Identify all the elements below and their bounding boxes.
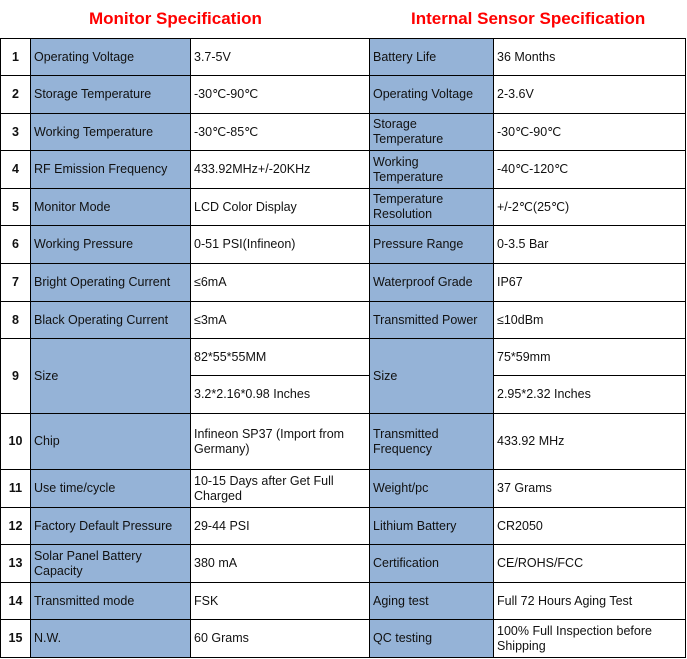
monitor-spec-value: 380 mA — [191, 545, 370, 583]
sensor-spec-label: Aging test — [370, 583, 494, 620]
row-number: 4 — [1, 151, 31, 189]
monitor-spec-value: 3.7-5V — [191, 39, 370, 76]
sensor-spec-value: 36 Months — [494, 39, 686, 76]
row-number: 11 — [1, 470, 31, 508]
monitor-spec-label: RF Emission Frequency — [31, 151, 191, 189]
table-row — [1, 114, 686, 151]
row-number: 13 — [1, 545, 31, 583]
table-row — [1, 39, 686, 76]
monitor-spec-value: 29-44 PSI — [191, 508, 370, 545]
monitor-spec-label: Storage Temperature — [31, 76, 191, 114]
sensor-spec-value: 37 Grams — [494, 470, 686, 508]
monitor-spec-value: FSK — [191, 583, 370, 620]
sensor-spec-label: Operating Voltage — [370, 76, 494, 114]
row-number: 7 — [1, 264, 31, 302]
table-row — [1, 414, 686, 470]
sensor-spec-label: Transmitted Power — [370, 302, 494, 339]
monitor-spec-label: Operating Voltage — [31, 39, 191, 76]
sensor-spec-value: -40℃-120℃ — [494, 151, 686, 189]
spec-table — [0, 38, 686, 658]
sensor-spec-value: ≤10dBm — [494, 302, 686, 339]
monitor-spec-value: Infineon SP37 (Import from Germany) — [191, 414, 370, 470]
sensor-spec-value: Full 72 Hours Aging Test — [494, 583, 686, 620]
row-number: 2 — [1, 76, 31, 114]
row-number: 3 — [1, 114, 31, 151]
row-number: 1 — [1, 39, 31, 76]
monitor-spec-value: -30℃-85℃ — [191, 114, 370, 151]
table-row — [1, 339, 686, 376]
table-row — [1, 620, 686, 658]
row-number: 10 — [1, 414, 31, 470]
sensor-size-inches: 2.95*2.32 Inches — [494, 376, 686, 414]
monitor-spec-value: ≤3mA — [191, 302, 370, 339]
monitor-spec-value: LCD Color Display — [191, 189, 370, 226]
row-number: 5 — [1, 189, 31, 226]
row-number: 6 — [1, 226, 31, 264]
monitor-spec-value: -30℃-90℃ — [191, 76, 370, 114]
monitor-spec-label: N.W. — [31, 620, 191, 658]
sensor-spec-label: Weight/pc — [370, 470, 494, 508]
monitor-spec-label: Transmitted mode — [31, 583, 191, 620]
table-row — [1, 226, 686, 264]
sensor-spec-value: 433.92 MHz — [494, 414, 686, 470]
table-row — [1, 189, 686, 226]
sensor-spec-value: IP67 — [494, 264, 686, 302]
sensor-spec-value: CR2050 — [494, 508, 686, 545]
monitor-spec-value: ≤6mA — [191, 264, 370, 302]
monitor-spec-label: Solar Panel Battery Capacity — [31, 545, 191, 583]
sensor-spec-label: Storage Temperature — [370, 114, 494, 151]
row-number: 14 — [1, 583, 31, 620]
row-number: 9 — [1, 339, 31, 414]
monitor-spec-label: Use time/cycle — [31, 470, 191, 508]
sensor-spec-value: 2-3.6V — [494, 76, 686, 114]
monitor-spec-label: Factory Default Pressure — [31, 508, 191, 545]
monitor-spec-value: 0-51 PSI(Infineon) — [191, 226, 370, 264]
sensor-spec-value: +/-2℃(25℃) — [494, 189, 686, 226]
sensor-spec-label: Waterproof Grade — [370, 264, 494, 302]
row-number: 8 — [1, 302, 31, 339]
sensor-spec-label: Battery Life — [370, 39, 494, 76]
sensor-spec-label: Transmitted Frequency — [370, 414, 494, 470]
monitor-spec-label: Chip — [31, 414, 191, 470]
monitor-spec-label: Monitor Mode — [31, 189, 191, 226]
monitor-spec-value: 60 Grams — [191, 620, 370, 658]
sensor-spec-value: 100% Full Inspection before Shipping — [494, 620, 686, 658]
monitor-spec-value: 433.92MHz+/-20KHz — [191, 151, 370, 189]
table-row — [1, 76, 686, 114]
table-row — [1, 508, 686, 545]
table-row — [1, 264, 686, 302]
row-number: 12 — [1, 508, 31, 545]
sensor-spec-label: Certification — [370, 545, 494, 583]
table-row — [1, 583, 686, 620]
monitor-spec-value: 10-15 Days after Get Full Charged — [191, 470, 370, 508]
table-row — [1, 302, 686, 339]
sensor-spec-heading: Internal Sensor Specification — [411, 9, 646, 28]
spec-headers — [0, 0, 687, 38]
sensor-spec-value: -30℃-90℃ — [494, 114, 686, 151]
sensor-spec-label: Pressure Range — [370, 226, 494, 264]
sensor-spec-label: Size — [370, 339, 494, 414]
table-row — [1, 151, 686, 189]
sensor-spec-label: QC testing — [370, 620, 494, 658]
table-row — [1, 470, 686, 508]
monitor-size-inches: 3.2*2.16*0.98 Inches — [191, 376, 370, 414]
sensor-spec-value: 0-3.5 Bar — [494, 226, 686, 264]
monitor-spec-label: Working Temperature — [31, 114, 191, 151]
sensor-spec-label: Working Temperature — [370, 151, 494, 189]
sensor-spec-label: Lithium Battery — [370, 508, 494, 545]
monitor-spec-heading: Monitor Specification — [89, 9, 262, 28]
monitor-spec-label: Working Pressure — [31, 226, 191, 264]
monitor-spec-label: Bright Operating Current — [31, 264, 191, 302]
row-number: 15 — [1, 620, 31, 658]
sensor-size-mm: 75*59mm — [494, 339, 686, 376]
monitor-size-mm: 82*55*55MM — [191, 339, 370, 376]
monitor-spec-label: Black Operating Current — [31, 302, 191, 339]
monitor-spec-label: Size — [31, 339, 191, 414]
table-row — [1, 545, 686, 583]
sensor-spec-value: CE/ROHS/FCC — [494, 545, 686, 583]
sensor-spec-label: Temperature Resolution — [370, 189, 494, 226]
